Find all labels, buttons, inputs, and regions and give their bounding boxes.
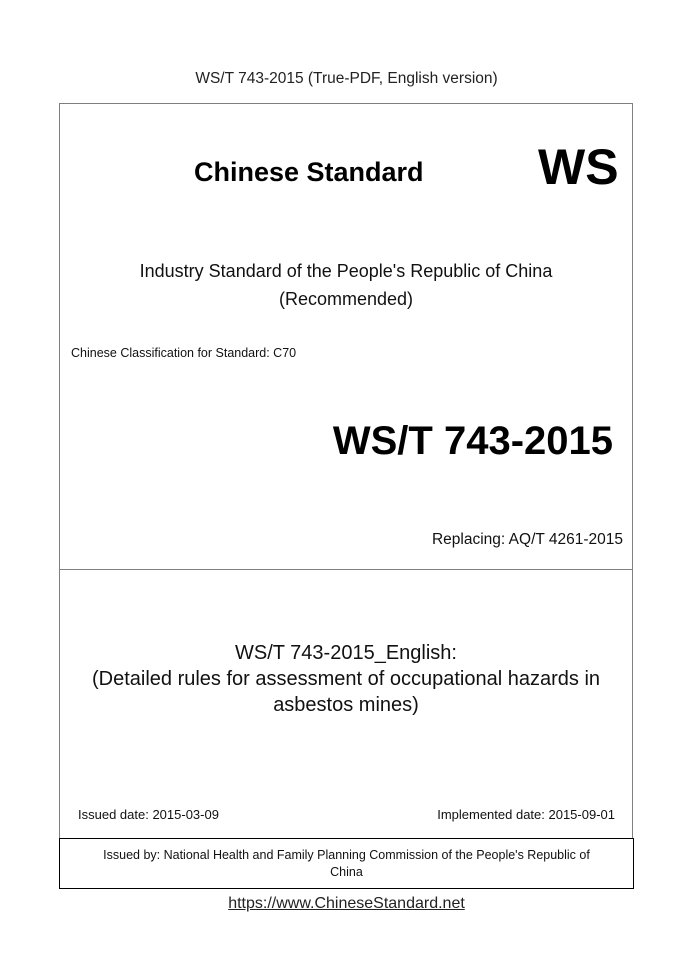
industry-standard-title	[59, 257, 633, 313]
industry-title-line2: (Recommended)	[278, 289, 414, 309]
industry-title-line1: Industry Standard of the People's Republic of China	[139, 261, 553, 281]
issuer-line1: Issued by: National Health and Family Planning Commission of the People's Republic of	[103, 848, 590, 862]
classification-code: Chinese Classification for Standard: C70	[71, 346, 297, 360]
issued-date: Issued date: 2015-03-09	[78, 807, 219, 822]
ws-standard-mark: WS	[538, 139, 619, 195]
english-title-line2: (Detailed rules for assessment of occupational hazards in	[91, 668, 601, 690]
english-title-block	[59, 640, 633, 718]
english-title-line3: asbestos mines)	[273, 694, 419, 716]
website-link[interactable]: https://www.ChineseStandard.net	[228, 895, 465, 912]
implemented-date: Implemented date: 2015-09-01	[437, 807, 615, 822]
english-title-line1: WS/T 743-2015_English:	[235, 642, 457, 664]
document-header: WS/T 743-2015 (True-PDF, English version)	[195, 70, 498, 87]
chinese-standard-heading: Chinese Standard	[194, 157, 424, 187]
issuer-box	[59, 838, 634, 889]
replacing-standard: Replacing: AQ/T 4261-2015	[431, 531, 623, 548]
standard-number: WS/T 743-2015	[332, 419, 613, 463]
issuer-line2: China	[330, 865, 363, 879]
